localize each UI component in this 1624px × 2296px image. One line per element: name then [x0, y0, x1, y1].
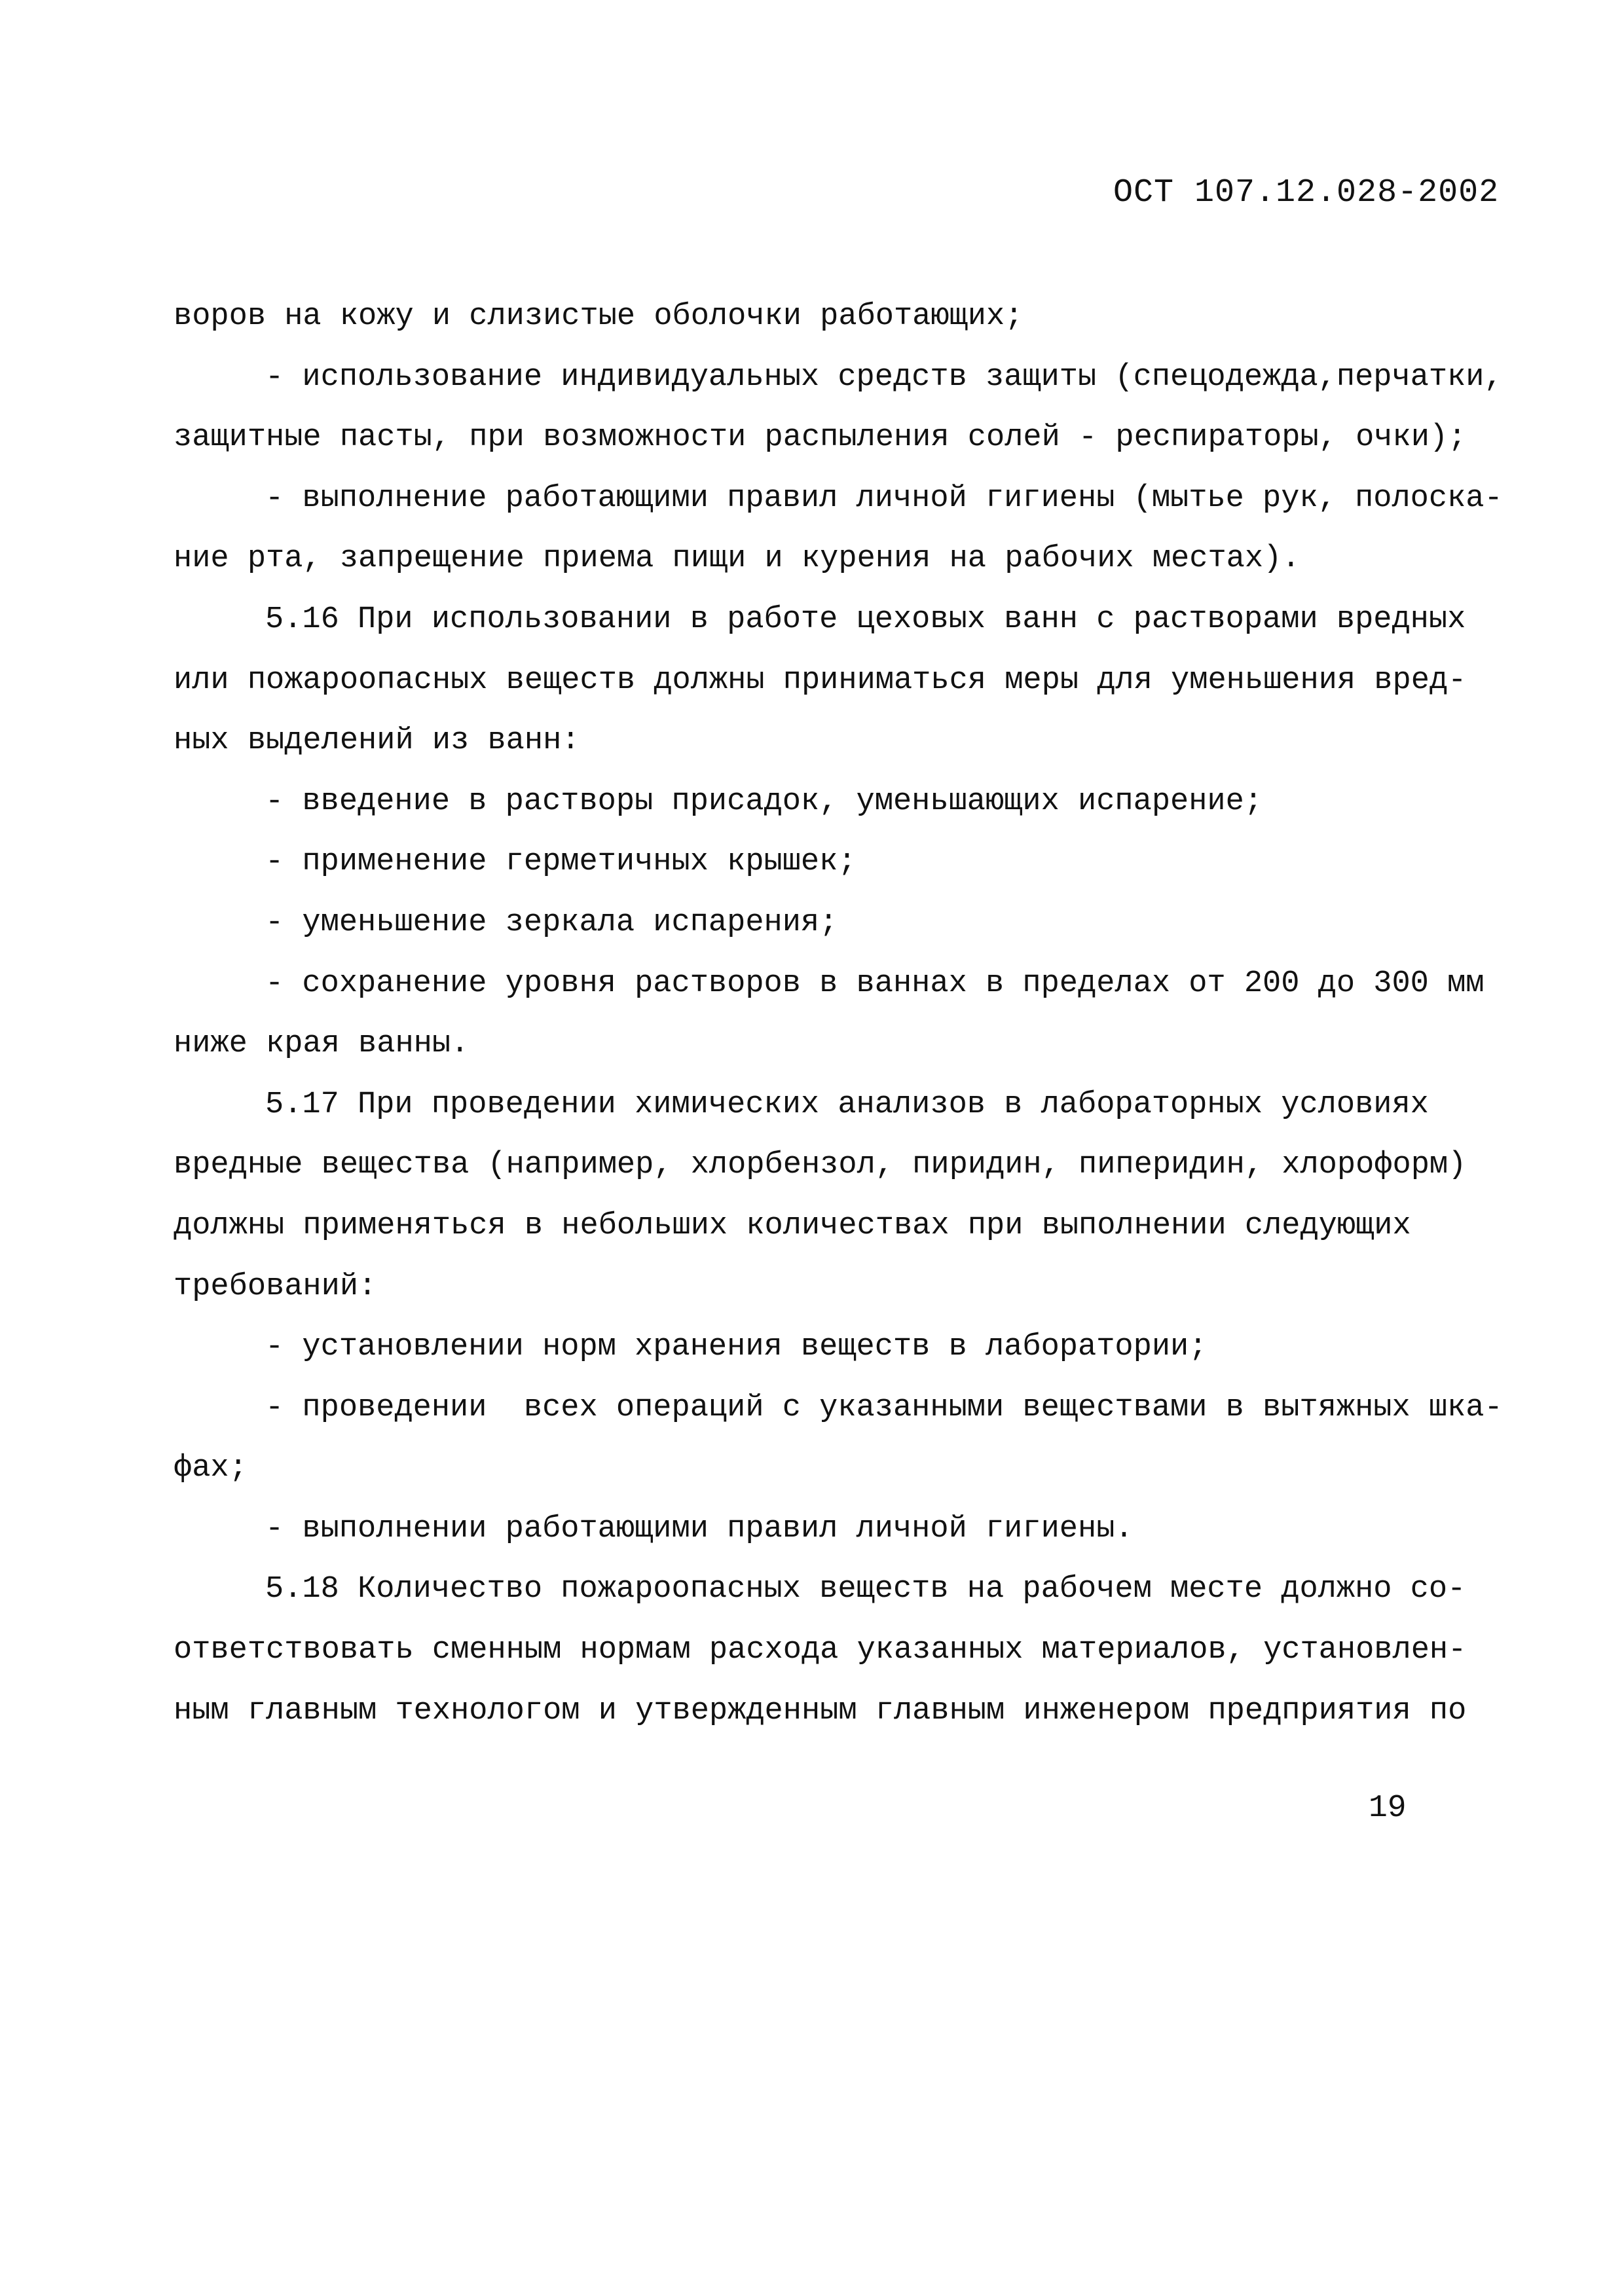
- text-line: - введение в растворы присадок, уменьшающих испарение;: [265, 784, 1263, 819]
- text-line: - выполнении работающими правил личной гигиены.: [265, 1511, 1134, 1546]
- document-code-header: ОСТ 107.12.028-2002: [1113, 174, 1500, 211]
- text-line: воров на кожу и слизистые оболочки работающих;: [174, 299, 1024, 334]
- text-line: - уменьшение зеркала испарения;: [265, 905, 838, 940]
- text-line: защитные пасты, при возможности распыления солей - респираторы, очки);: [174, 420, 1467, 456]
- text-line: требований:: [174, 1269, 377, 1304]
- text-line: - проведении всех операций с указанными веществами в вытяжных шка-: [265, 1390, 1503, 1425]
- text-line: вредные вещества (например, хлорбензол, пиридин, пиперидин, хлороформ): [174, 1148, 1467, 1183]
- text-line: - выполнение работающими правил личной гигиены (мытье рук, полоска-: [265, 481, 1503, 516]
- page-number: 19: [1369, 1791, 1407, 1826]
- text-line: должны применяться в небольших количествах при выполнении следующих: [174, 1208, 1411, 1243]
- text-line: 5.17 При проведении химических анализов в лабораторных условиях: [265, 1087, 1429, 1122]
- text-line: - использование индивидуальных средств защиты (спецодежда,перчатки,: [265, 359, 1503, 395]
- text-line: фах;: [174, 1451, 248, 1486]
- text-line: или пожароопасных веществ должны приниматься меры для уменьшения вред-: [174, 663, 1467, 698]
- text-line: ных выделений из ванн:: [174, 723, 580, 759]
- text-line: - сохранение уровня растворов в ваннах в пределах от 200 до 300 мм: [265, 966, 1485, 1001]
- text-line: ниже края ванны.: [174, 1027, 470, 1062]
- text-line: 5.16 При использовании в работе цеховых ванн с растворами вредных: [265, 602, 1466, 637]
- text-line: - установлении норм хранения веществ в лаборатории;: [265, 1330, 1208, 1365]
- text-line: 5.18 Количество пожароопасных веществ на рабочем месте должно со-: [265, 1572, 1466, 1607]
- text-line: ным главным технологом и утвержденным главным инженером предприятия по: [174, 1693, 1467, 1728]
- text-line: - применение герметичных крышек;: [265, 845, 857, 880]
- text-line: ответствовать сменным нормам расхода указанных материалов, установлен-: [174, 1633, 1467, 1668]
- text-line: ние рта, запрещение приема пищи и курения на рабочих местах).: [174, 541, 1301, 577]
- document-body: [174, 298, 1503, 1753]
